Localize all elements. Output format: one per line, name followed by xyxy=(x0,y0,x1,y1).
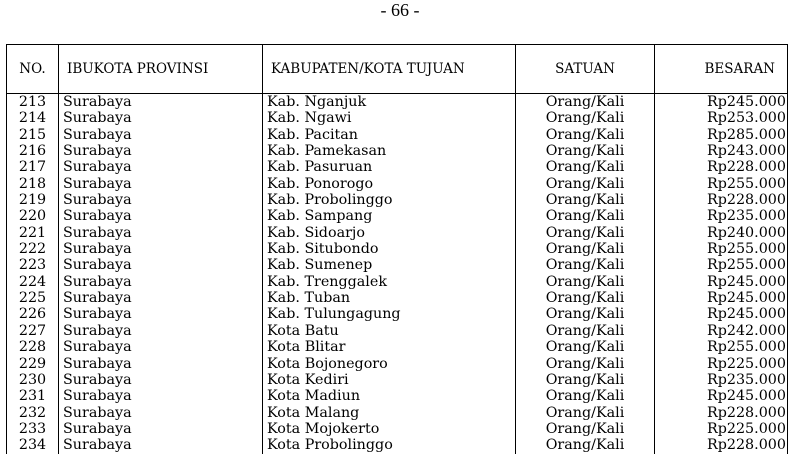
cell-amount: Rp235.000 xyxy=(655,372,788,388)
cell-amount: Rp235.000 xyxy=(655,208,788,224)
table-row xyxy=(7,94,788,111)
header-regency: KABUPATEN/KOTA TUJUAN xyxy=(263,45,516,94)
cell-province: Surabaya xyxy=(59,339,263,355)
cell-unit: Orang/Kali xyxy=(516,110,655,126)
table-row xyxy=(7,388,788,404)
cell-regency: Kota Bojonegoro xyxy=(263,356,516,372)
cell-regency: Kab. Ponorogo xyxy=(263,176,516,192)
cell-province: Surabaya xyxy=(59,176,263,192)
table-row xyxy=(7,290,788,306)
cell-no: 234 xyxy=(7,437,59,453)
cell-no: 228 xyxy=(7,339,59,355)
cell-amount: Rp245.000 xyxy=(655,306,788,322)
cell-amount: Rp228.000 xyxy=(655,437,788,453)
cell-regency: Kab. Ngawi xyxy=(263,110,516,126)
cell-amount: Rp228.000 xyxy=(655,405,788,421)
cell-amount: Rp228.000 xyxy=(655,159,788,175)
header-unit: SATUAN xyxy=(516,45,655,94)
cell-province: Surabaya xyxy=(59,405,263,421)
cell-province: Surabaya xyxy=(59,127,263,143)
cell-no: 215 xyxy=(7,127,59,143)
cell-amount: Rp245.000 xyxy=(655,290,788,306)
cell-no: 226 xyxy=(7,306,59,322)
cell-regency: Kab. Tulungagung xyxy=(263,306,516,322)
cell-regency: Kota Kediri xyxy=(263,372,516,388)
cell-regency: Kab. Situbondo xyxy=(263,241,516,257)
cell-unit: Orang/Kali xyxy=(516,323,655,339)
table-row xyxy=(7,176,788,192)
cell-regency: Kab. Trenggalek xyxy=(263,274,516,290)
cell-unit: Orang/Kali xyxy=(516,388,655,404)
cell-regency: Kota Madiun xyxy=(263,388,516,404)
cell-unit: Orang/Kali xyxy=(516,356,655,372)
table-row xyxy=(7,192,788,208)
cell-amount: Rp255.000 xyxy=(655,339,788,355)
cell-no: 232 xyxy=(7,405,59,421)
cell-regency: Kota Malang xyxy=(263,405,516,421)
cell-amount: Rp255.000 xyxy=(655,176,788,192)
cell-no: 218 xyxy=(7,176,59,192)
cell-province: Surabaya xyxy=(59,225,263,241)
cell-unit: Orang/Kali xyxy=(516,306,655,322)
table-row xyxy=(7,372,788,388)
cell-unit: Orang/Kali xyxy=(516,159,655,175)
table-row xyxy=(7,437,788,453)
cell-unit: Orang/Kali xyxy=(516,241,655,257)
table-row xyxy=(7,127,788,143)
cell-province: Surabaya xyxy=(59,274,263,290)
cell-no: 220 xyxy=(7,208,59,224)
cell-unit: Orang/Kali xyxy=(516,339,655,355)
cell-regency: Kab. Pasuruan xyxy=(263,159,516,175)
cell-unit: Orang/Kali xyxy=(516,257,655,273)
table-row xyxy=(7,257,788,273)
cell-regency: Kab. Pacitan xyxy=(263,127,516,143)
cell-amount: Rp225.000 xyxy=(655,421,788,437)
cell-no: 213 xyxy=(7,94,59,111)
table-row xyxy=(7,274,788,290)
cell-province: Surabaya xyxy=(59,388,263,404)
table-row xyxy=(7,241,788,257)
cell-regency: Kab. Nganjuk xyxy=(263,94,516,111)
cell-amount: Rp242.000 xyxy=(655,323,788,339)
header-no: NO. xyxy=(7,45,59,94)
cell-province: Surabaya xyxy=(59,306,263,322)
cell-no: 214 xyxy=(7,110,59,126)
header-row xyxy=(7,45,788,94)
cell-no: 227 xyxy=(7,323,59,339)
cell-regency: Kab. Sampang xyxy=(263,208,516,224)
cell-no: 231 xyxy=(7,388,59,404)
cell-province: Surabaya xyxy=(59,94,263,111)
cell-amount: Rp228.000 xyxy=(655,192,788,208)
cell-province: Surabaya xyxy=(59,437,263,453)
table-row xyxy=(7,339,788,355)
cell-province: Surabaya xyxy=(59,290,263,306)
cell-unit: Orang/Kali xyxy=(516,208,655,224)
cell-amount: Rp245.000 xyxy=(655,388,788,404)
cell-amount: Rp225.000 xyxy=(655,356,788,372)
cell-amount: Rp285.000 xyxy=(655,127,788,143)
cell-no: 230 xyxy=(7,372,59,388)
cell-unit: Orang/Kali xyxy=(516,143,655,159)
cell-unit: Orang/Kali xyxy=(516,372,655,388)
cell-unit: Orang/Kali xyxy=(516,274,655,290)
cell-no: 222 xyxy=(7,241,59,257)
cell-province: Surabaya xyxy=(59,110,263,126)
cell-unit: Orang/Kali xyxy=(516,290,655,306)
cell-unit: Orang/Kali xyxy=(516,176,655,192)
table-row xyxy=(7,143,788,159)
cell-unit: Orang/Kali xyxy=(516,405,655,421)
cell-province: Surabaya xyxy=(59,257,263,273)
cell-province: Surabaya xyxy=(59,421,263,437)
table-row xyxy=(7,405,788,421)
cell-amount: Rp245.000 xyxy=(655,274,788,290)
cell-province: Surabaya xyxy=(59,208,263,224)
header-amount: BESARAN xyxy=(655,45,788,94)
cell-regency: Kota Blitar xyxy=(263,339,516,355)
cell-regency: Kota Mojokerto xyxy=(263,421,516,437)
table-row xyxy=(7,208,788,224)
cell-unit: Orang/Kali xyxy=(516,127,655,143)
cell-amount: Rp240.000 xyxy=(655,225,788,241)
cell-regency: Kab. Sumenep xyxy=(263,257,516,273)
table-row xyxy=(7,159,788,175)
cell-no: 216 xyxy=(7,143,59,159)
cell-unit: Orang/Kali xyxy=(516,94,655,111)
cell-regency: Kota Probolinggo xyxy=(263,437,516,453)
cell-province: Surabaya xyxy=(59,372,263,388)
cell-province: Surabaya xyxy=(59,323,263,339)
cell-regency: Kota Batu xyxy=(263,323,516,339)
cell-regency: Kab. Pamekasan xyxy=(263,143,516,159)
page-number: - 66 - xyxy=(380,0,420,20)
cell-amount: Rp245.000 xyxy=(655,94,788,111)
cell-no: 233 xyxy=(7,421,59,437)
table-row xyxy=(7,225,788,241)
cell-no: 223 xyxy=(7,257,59,273)
table-row xyxy=(7,356,788,372)
cell-province: Surabaya xyxy=(59,192,263,208)
cell-unit: Orang/Kali xyxy=(516,437,655,453)
cell-no: 229 xyxy=(7,356,59,372)
cell-regency: Kab. Tuban xyxy=(263,290,516,306)
table-row xyxy=(7,306,788,322)
cell-no: 221 xyxy=(7,225,59,241)
cell-unit: Orang/Kali xyxy=(516,192,655,208)
header-province: IBUKOTA PROVINSI xyxy=(59,45,263,94)
table-row xyxy=(7,110,788,126)
rates-table xyxy=(6,44,788,454)
cell-amount: Rp253.000 xyxy=(655,110,788,126)
table-header xyxy=(7,45,788,94)
cell-regency: Kab. Sidoarjo xyxy=(263,225,516,241)
cell-amount: Rp255.000 xyxy=(655,241,788,257)
cell-no: 219 xyxy=(7,192,59,208)
cell-regency: Kab. Probolinggo xyxy=(263,192,516,208)
table-body xyxy=(7,94,788,454)
cell-unit: Orang/Kali xyxy=(516,225,655,241)
cell-province: Surabaya xyxy=(59,159,263,175)
cell-province: Surabaya xyxy=(59,143,263,159)
cell-province: Surabaya xyxy=(59,241,263,257)
table-row xyxy=(7,421,788,437)
cell-unit: Orang/Kali xyxy=(516,421,655,437)
cell-province: Surabaya xyxy=(59,356,263,372)
cell-no: 224 xyxy=(7,274,59,290)
cell-amount: Rp255.000 xyxy=(655,257,788,273)
cell-no: 225 xyxy=(7,290,59,306)
table-row xyxy=(7,323,788,339)
cell-no: 217 xyxy=(7,159,59,175)
cell-amount: Rp243.000 xyxy=(655,143,788,159)
